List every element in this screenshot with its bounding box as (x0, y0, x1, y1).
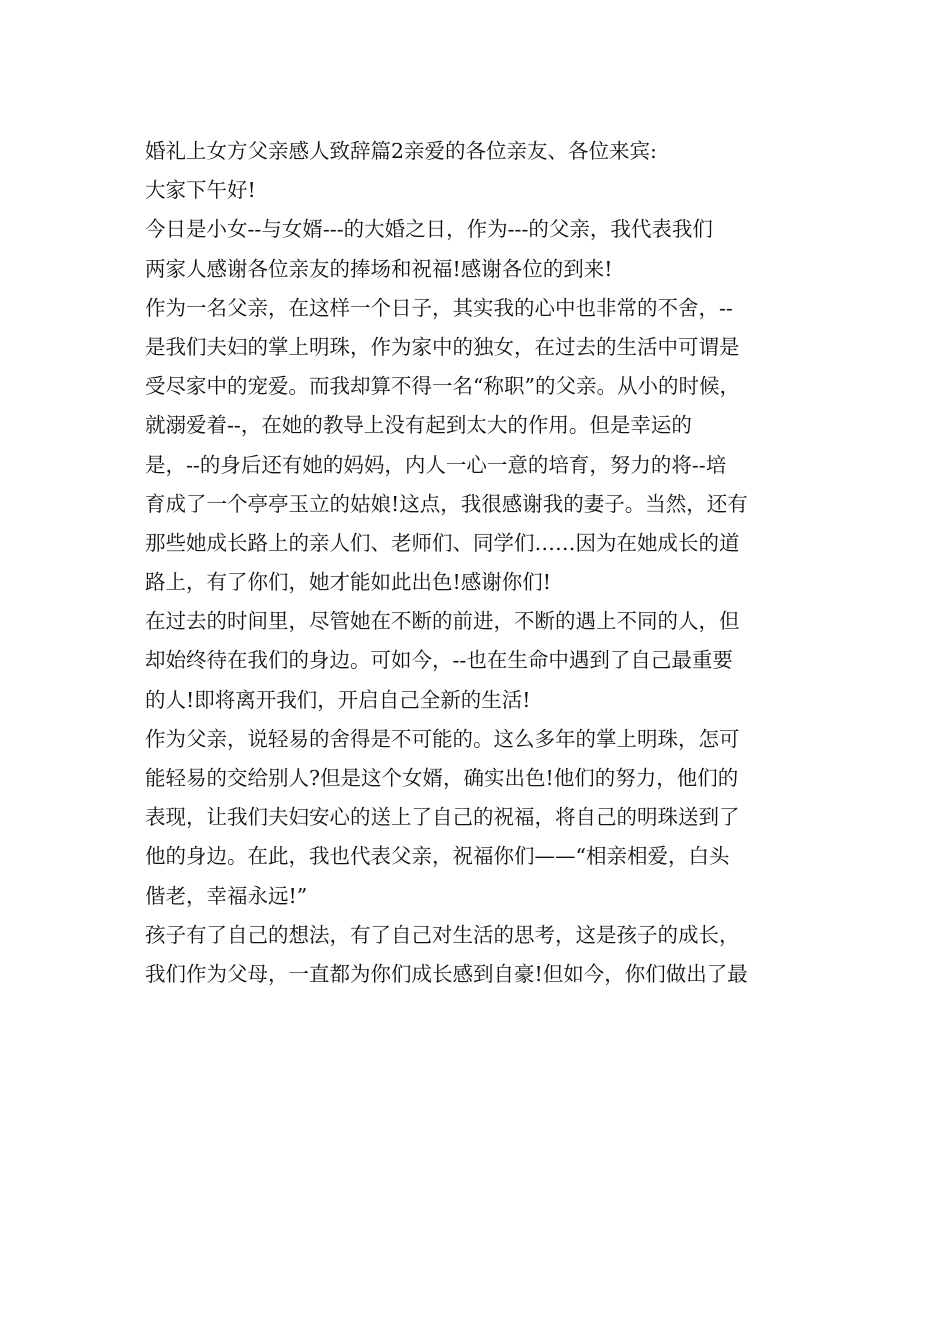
text-line: 孩子有了自己的想法，有了自己对生活的思考，这是孩子的成长， (145, 922, 740, 947)
text-line: 作为父亲，说轻易的舍得是不可能的。这么多年的掌上明珠，怎可 (145, 726, 740, 751)
text-line-greeting: 大家下午好! (145, 178, 256, 203)
text-line: 受尽家中的宠爱。而我却算不得一名“称职”的父亲。从小的时候， (145, 374, 740, 399)
text-line: 是我们夫妇的掌上明珠，作为家中的独女，在过去的生活中可谓是 (145, 334, 740, 359)
text-line: 偕老，幸福永远!” (145, 883, 308, 908)
text-line: 育成了一个亭亭玉立的姑娘!这点，我很感谢我的妻子。当然，还有 (145, 491, 748, 516)
text-line: 他的身边。在此，我也代表父亲，祝福你们——“相亲相爱，白头 (145, 844, 730, 869)
text-line-title: 婚礼上女方父亲感人致辞篇2亲爱的各位亲友、各位来宾: (145, 139, 657, 163)
text-line: 在过去的时间里，尽管她在不断的前进，不断的遇上不同的人，但 (145, 609, 740, 634)
text-line: 我们作为父母，一直都为你们成长感到自豪!但如今，你们做出了最 (145, 961, 748, 986)
text-line: 路上，有了你们，她才能如此出色!感谢你们! (145, 570, 551, 595)
text-line: 那些她成长路上的亲人们、老师们、同学们……因为在她成长的道 (145, 530, 740, 555)
text-line: 表现，让我们夫妇安心的送上了自己的祝福，将自己的明珠送到了 (145, 805, 740, 830)
text-line: 就溺爱着--，在她的教导上没有起到太大的作用。但是幸运的 (145, 413, 692, 438)
document-body (145, 132, 825, 994)
text-line: 是，--的身后还有她的妈妈，内人一心一意的培育，努力的将--培 (145, 452, 727, 477)
text-line: 能轻易的交给别人?但是这个女婿，确实出色!他们的努力，他们的 (145, 766, 739, 790)
text-line: 却始终待在我们的身边。可如今，--也在生命中遇到了自己最重要 (145, 648, 733, 673)
text-line: 作为一名父亲，在这样一个日子，其实我的心中也非常的不舍，-- (145, 295, 733, 320)
text-line: 的人!即将离开我们，开启自己全新的生活! (145, 687, 531, 712)
text-line: 两家人感谢各位亲友的捧场和祝福!感谢各位的到来! (145, 256, 613, 281)
text-line: 今日是小女--与女婿---的大婚之日，作为---的父亲，我代表我们 (145, 217, 713, 242)
